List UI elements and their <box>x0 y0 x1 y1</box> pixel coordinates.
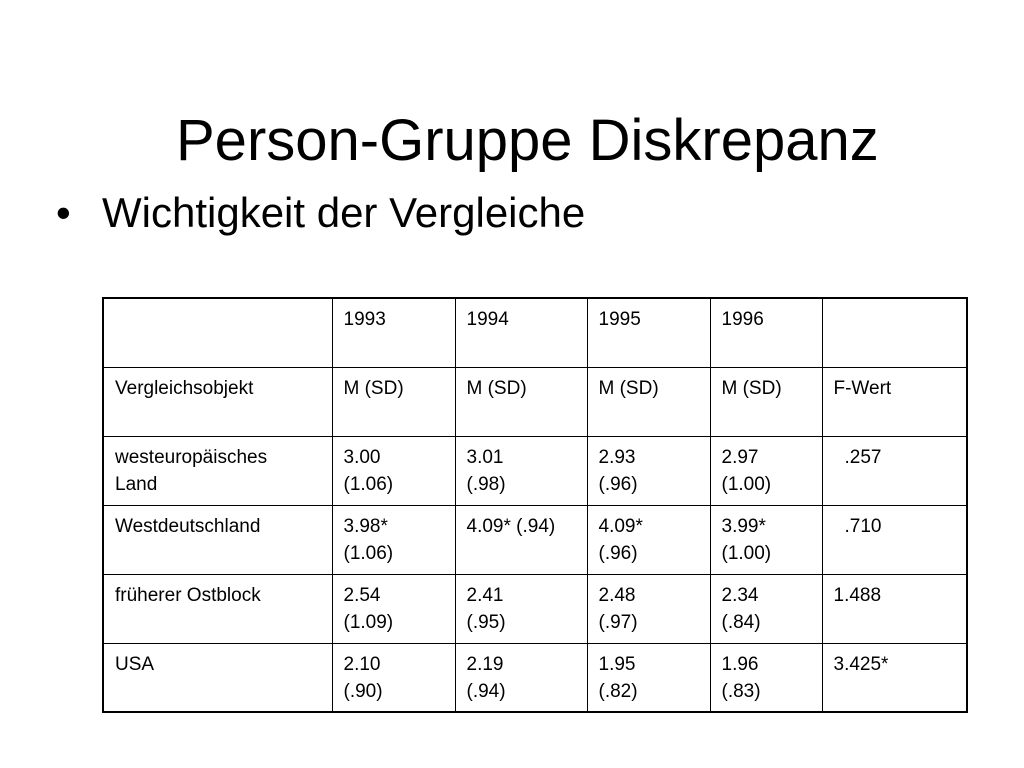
row-label: Westdeutschland <box>103 505 332 574</box>
value-cell: 1.95 (.82) <box>587 643 710 712</box>
header-cell-f-wert: F-Wert <box>822 367 967 436</box>
value-cell: 2.41 (.95) <box>455 574 587 643</box>
results-table <box>102 297 968 713</box>
f-wert-cell: .257 <box>822 436 967 505</box>
row-label: USA <box>103 643 332 712</box>
value-cell: 2.19 (.94) <box>455 643 587 712</box>
year-cell-empty <box>822 298 967 367</box>
bullet-item <box>56 184 585 242</box>
value-cell: 3.00 (1.06) <box>332 436 455 505</box>
value-cell: 2.97 (1.00) <box>710 436 822 505</box>
row-label: früherer Ostblock <box>103 574 332 643</box>
table-row <box>103 505 967 574</box>
header-cell-vergleichsobjekt: Vergleichsobjekt <box>103 367 332 436</box>
value-cell: 2.34 (.84) <box>710 574 822 643</box>
bullet-text: Wichtigkeit der Vergleiche <box>102 189 586 236</box>
table-row <box>103 436 967 505</box>
value-cell: 3.01 (.98) <box>455 436 587 505</box>
f-wert-cell: .710 <box>822 505 967 574</box>
year-cell-1995: 1995 <box>587 298 710 367</box>
f-wert-cell: 1.488 <box>822 574 967 643</box>
year-cell-1994: 1994 <box>455 298 587 367</box>
value-cell: 2.54 (1.09) <box>332 574 455 643</box>
f-wert-cell: 3.425* <box>822 643 967 712</box>
value-cell: 3.98* (1.06) <box>332 505 455 574</box>
table-row <box>103 643 967 712</box>
year-cell-empty <box>103 298 332 367</box>
year-cell-1996: 1996 <box>710 298 822 367</box>
value-cell: 1.96 (.83) <box>710 643 822 712</box>
value-cell: 4.09* (.94) <box>455 505 587 574</box>
header-cell-msd: M (SD) <box>587 367 710 436</box>
slide-title: Person-Gruppe Diskrepanz <box>176 108 879 173</box>
value-cell: 4.09* (.96) <box>587 505 710 574</box>
value-cell: 2.48 (.97) <box>587 574 710 643</box>
year-cell-1993: 1993 <box>332 298 455 367</box>
value-cell: 3.99* (1.00) <box>710 505 822 574</box>
table-row <box>103 574 967 643</box>
value-cell: 2.10 (.90) <box>332 643 455 712</box>
row-label: westeuropäisches Land <box>103 436 332 505</box>
year-row <box>103 298 967 367</box>
header-cell-msd: M (SD) <box>332 367 455 436</box>
bullet-dot-icon: • <box>56 189 71 236</box>
header-row <box>103 367 967 436</box>
value-cell: 2.93 (.96) <box>587 436 710 505</box>
header-cell-msd: M (SD) <box>710 367 822 436</box>
header-cell-msd: M (SD) <box>455 367 587 436</box>
